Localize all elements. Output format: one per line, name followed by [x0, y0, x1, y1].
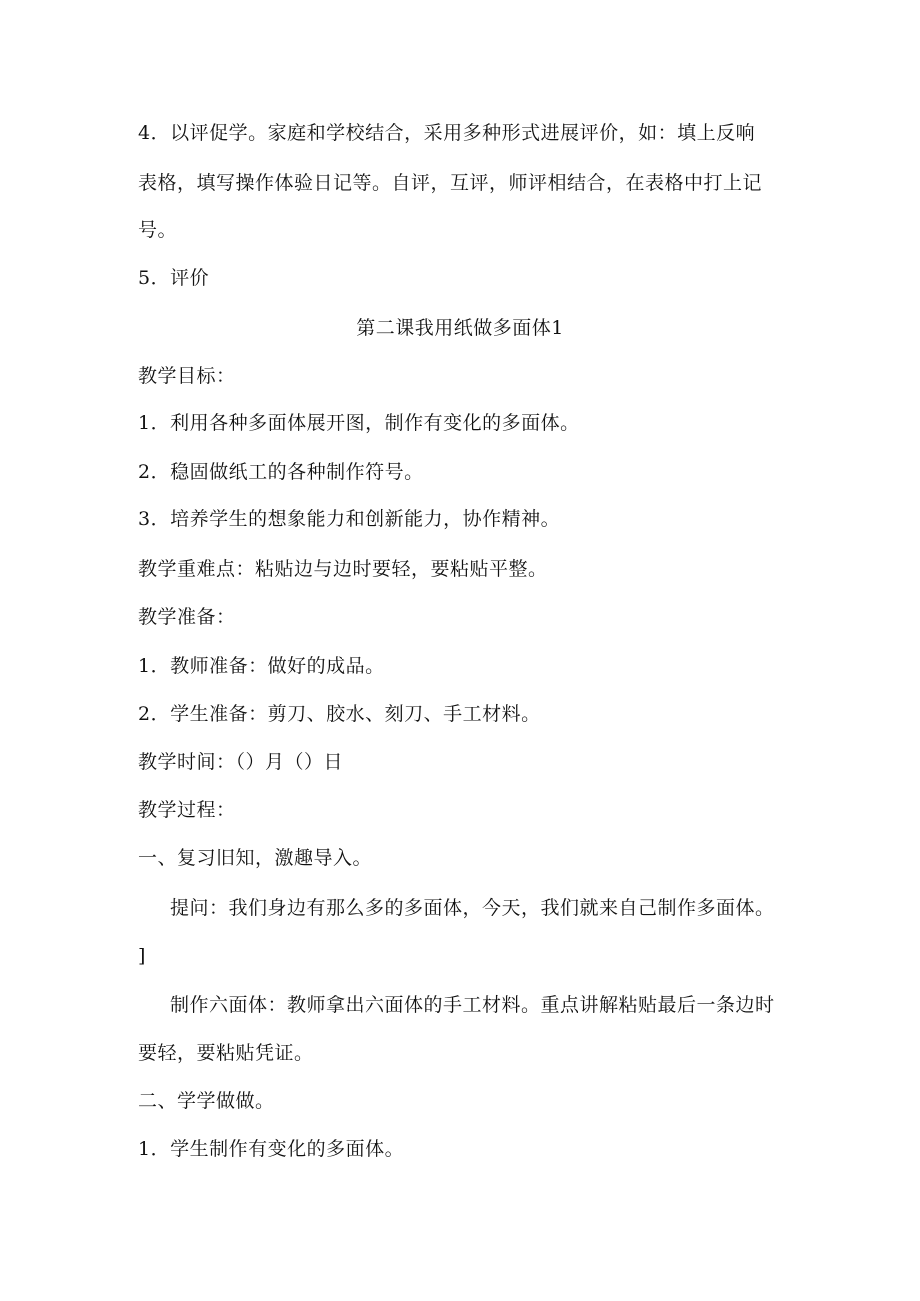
- list-item: 1．学生制作有变化的多面体。: [138, 1138, 405, 1160]
- paragraph-line: 号。: [138, 219, 178, 241]
- list-item: 1．教师准备：做好的成品。: [138, 655, 385, 677]
- section-heading: 二、学学做做。: [138, 1090, 275, 1112]
- paragraph-line: 4．以评促学。家庭和学校结合，采用多种形式进展评价，如：填上反响: [138, 122, 756, 144]
- section-heading: 教学重难点：粘贴边与边时要轻，要粘贴平整。: [138, 558, 548, 580]
- list-item: 5．评价: [138, 267, 210, 289]
- paragraph-line: 要轻，要粘贴凭证。: [138, 1042, 314, 1064]
- section-heading: 教学目标：: [138, 365, 236, 387]
- paragraph-line: 表格，填写操作体验日记等。自评，互评，师评相结合，在表格中打上记: [138, 172, 763, 194]
- section-heading: 教学准备：: [138, 606, 236, 628]
- list-item: 1．利用各种多面体展开图，制作有变化的多面体。: [138, 412, 580, 434]
- paragraph-line: 提问：我们身边有那么多的多面体，今天，我们就来自己制作多面体。: [170, 897, 775, 919]
- section-heading: 教学时间：（）月（）日: [138, 751, 344, 773]
- paragraph-line: ]: [138, 945, 146, 967]
- section-heading: 一、复习旧知，激趣导入。: [138, 847, 373, 869]
- paragraph-line: 制作六面体：教师拿出六面体的手工材料。重点讲解粘贴最后一条边时: [170, 994, 775, 1016]
- lesson-title: 第二课我用纸做多面体1: [356, 317, 564, 339]
- list-item: 3．培养学生的想象能力和创新能力，协作精神。: [138, 508, 561, 530]
- list-item: 2．学生准备：剪刀、胶水、刻刀、手工材料。: [138, 703, 541, 725]
- section-heading: 教学过程：: [138, 799, 236, 821]
- list-item: 2．稳固做纸工的各种制作符号。: [138, 461, 424, 483]
